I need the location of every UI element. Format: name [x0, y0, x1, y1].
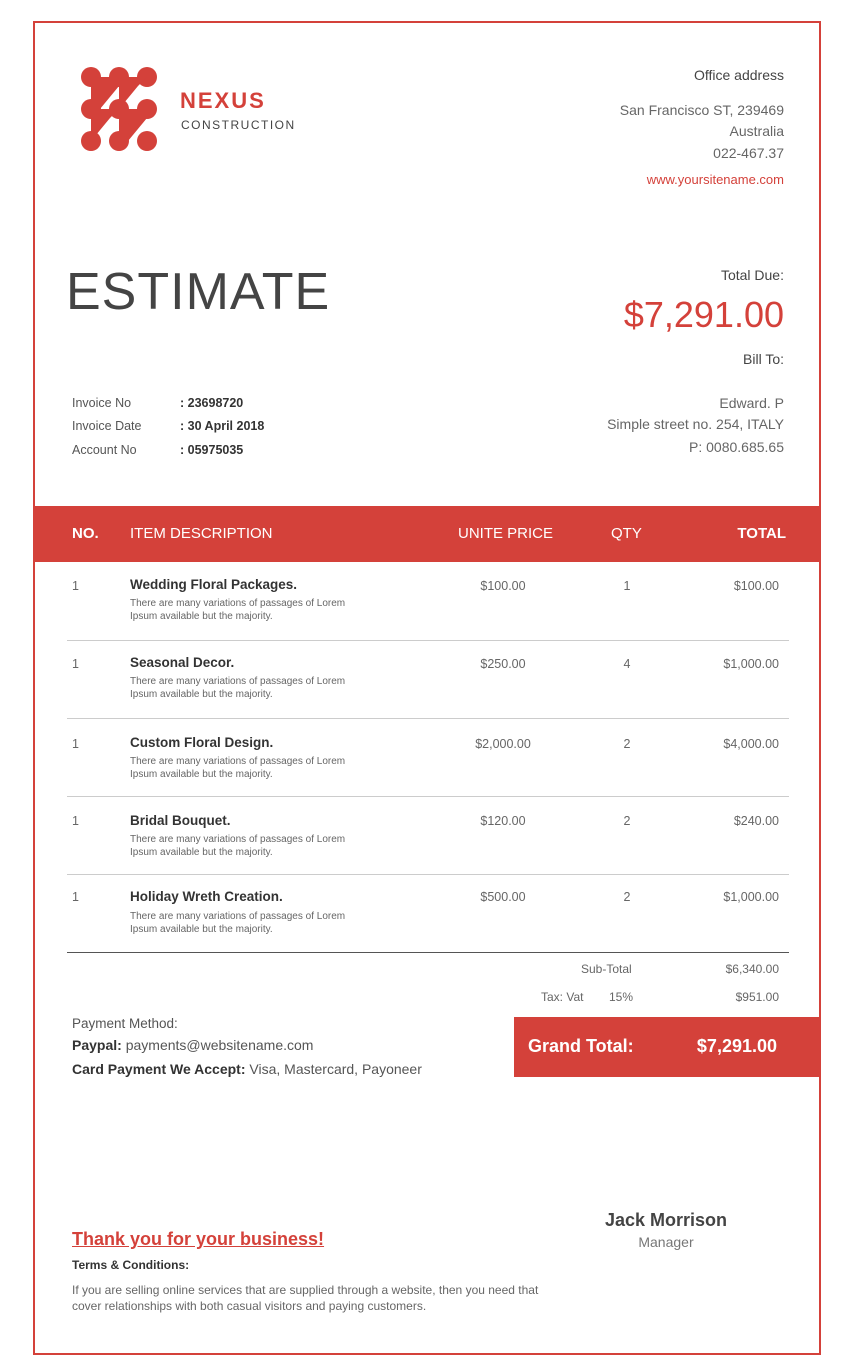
grand-total-label: Grand Total:: [528, 1036, 634, 1056]
row-no: 1: [72, 737, 79, 751]
row-total: $4,000.00: [723, 737, 779, 751]
account-no-label: Account No: [72, 443, 137, 457]
terms-text: If you are selling online services that are supplied through a website, then you need that cover relationships with both casual visitors and paying customers.: [72, 1283, 539, 1313]
bill-to-address: Simple street no. 254, ITALY: [607, 416, 784, 432]
row-desc-line1: There are many variations of passages of Lorem: [130, 911, 346, 922]
total-due-amount: $7,291.00: [623, 294, 784, 335]
invoice-date-label: Invoice Date: [72, 419, 142, 433]
table-row: [67, 875, 789, 953]
paypal-value: payments@websitename.com: [125, 1037, 314, 1053]
grand-total-box: [514, 1017, 820, 1077]
row-qty: 2: [623, 814, 631, 828]
table-row: [67, 719, 789, 797]
row-price: $2,000.00: [475, 737, 531, 751]
invoice-no-value: : 23698720: [180, 396, 244, 410]
row-desc-line1: There are many variations of passages of Lorem: [130, 756, 346, 767]
bill-to-name: Edward. P: [719, 395, 784, 411]
row-price: $120.00: [480, 814, 526, 828]
grand-total-value: $7,291.00: [696, 1036, 777, 1056]
row-total: $1,000.00: [723, 657, 779, 671]
row-total: $100.00: [733, 579, 779, 593]
row-price: $250.00: [480, 657, 526, 671]
row-title: Wedding Floral Packages.: [130, 577, 298, 592]
row-title: Bridal Bouquet.: [130, 813, 231, 828]
row-desc-line1: There are many variations of passages of Lorem: [130, 676, 346, 687]
payment-method-title: Payment Method:: [72, 1016, 178, 1031]
card-payment-label: Card Payment We Accept:: [72, 1061, 246, 1077]
row-total: $1,000.00: [723, 890, 779, 904]
signer-role: Manager: [638, 1234, 694, 1250]
header-qty: QTY: [611, 525, 642, 542]
row-desc-line2: Ipsum available but the majority.: [130, 769, 273, 780]
subtotal-value: $6,340.00: [725, 962, 779, 976]
row-desc-line2: Ipsum available but the majority.: [130, 847, 273, 858]
bill-to-phone: P: 0080.685.65: [689, 439, 784, 455]
row-no: 1: [72, 890, 79, 904]
header-no: NO.: [72, 525, 99, 542]
brand-name: NEXUS: [180, 88, 266, 113]
row-price: $500.00: [480, 890, 526, 904]
subtotal-label: Sub-Total: [581, 962, 632, 976]
office-website-link[interactable]: www.yoursitename.com: [646, 172, 784, 187]
office-street: San Francisco ST, 239469: [619, 102, 784, 118]
bill-to-label: Bill To:: [743, 351, 784, 367]
document-title: ESTIMATE: [66, 263, 331, 321]
card-payment-line: [72, 1061, 422, 1077]
tax-label: Tax: Vat: [541, 990, 584, 1004]
row-qty: 4: [623, 657, 631, 671]
header-description: ITEM DESCRIPTION: [130, 525, 273, 542]
brand-subtitle: CONSTRUCTION: [181, 118, 296, 132]
row-no: 1: [72, 579, 79, 593]
row-price: $100.00: [480, 579, 526, 593]
row-qty: 2: [623, 737, 631, 751]
items-table-header: [35, 506, 820, 562]
total-due-label: Total Due:: [720, 267, 784, 283]
row-title: Seasonal Decor.: [130, 655, 235, 670]
office-country: Australia: [729, 123, 784, 139]
row-desc-line2: Ipsum available but the majority.: [130, 689, 273, 700]
row-total: $240.00: [733, 814, 779, 828]
row-title: Holiday Wreth Creation.: [130, 889, 283, 904]
office-phone: 022-467.37: [713, 145, 784, 161]
row-desc-line1: There are many variations of passages of Lorem: [130, 598, 346, 609]
table-row: [67, 797, 789, 875]
tax-value: $951.00: [735, 990, 779, 1004]
thanks-message: Thank you for your business!: [72, 1229, 325, 1249]
row-desc-line2: Ipsum available but the majority.: [130, 924, 273, 935]
row-desc-line1: There are many variations of passages of Lorem: [130, 834, 346, 845]
table-row: [67, 641, 789, 719]
header-unit-price: UNITE PRICE: [458, 525, 554, 542]
row-qty: 1: [623, 579, 631, 593]
signer-name: Jack Morrison: [604, 1210, 728, 1230]
card-payment-value: Visa, Mastercard, Payoneer: [249, 1061, 422, 1077]
tax-rate: 15%: [609, 990, 634, 1004]
row-title: Custom Floral Design.: [130, 735, 274, 750]
terms-title: Terms & Conditions:: [72, 1258, 190, 1272]
row-qty: 2: [623, 890, 631, 904]
header-total: TOTAL: [737, 525, 786, 542]
office-title: Office address: [693, 67, 784, 83]
paypal-label: Paypal:: [72, 1037, 122, 1053]
nexus-logo-icon: [80, 66, 162, 152]
paypal-line: [72, 1037, 313, 1053]
row-desc-line2: Ipsum available but the majority.: [130, 611, 273, 622]
invoice-date-value: : 30 April 2018: [180, 419, 265, 433]
table-row: [67, 563, 789, 641]
invoice-no-label: Invoice No: [72, 396, 132, 410]
row-no: 1: [72, 657, 79, 671]
row-no: 1: [72, 814, 79, 828]
account-no-value: : 05975035: [180, 443, 244, 457]
